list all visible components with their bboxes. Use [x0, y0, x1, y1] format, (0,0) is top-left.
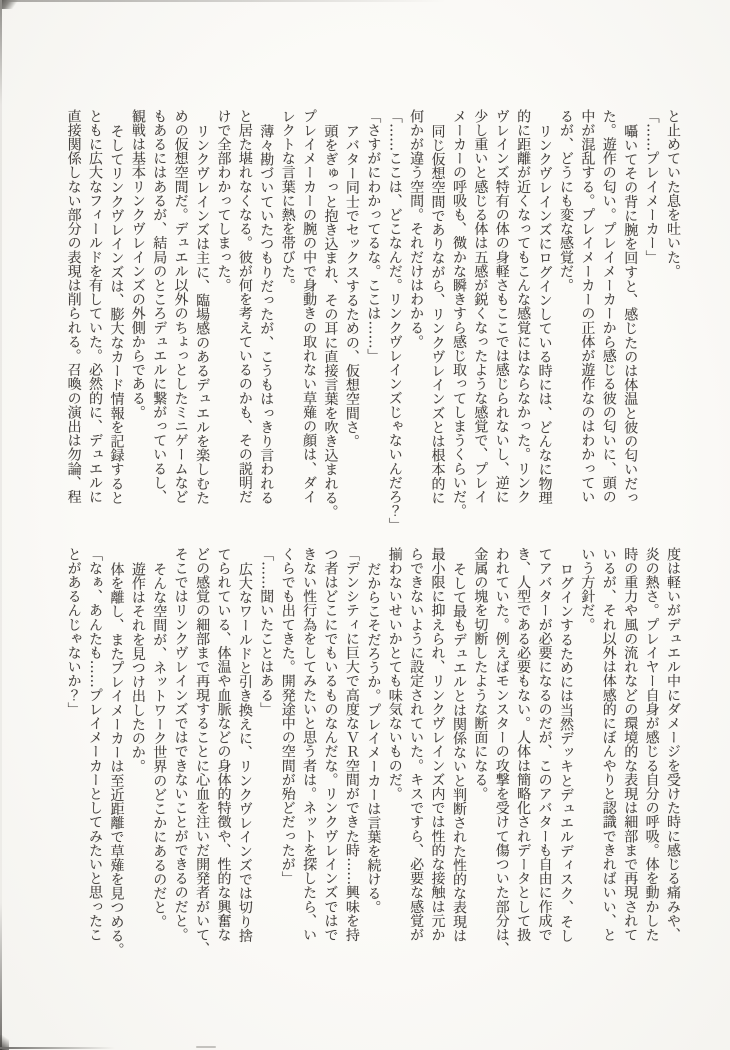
text-column: た。遊作の匂い。プレイメーカーから感じる彼の匂いに、頭の: [600, 109, 617, 504]
text-column: 最小限に抑えられ、リンクヴレインズ内では性的な接触は元か: [429, 547, 446, 942]
text-column: 中が混乱する。プレイメーカーの正体が遊作なのはわかってい: [579, 109, 596, 504]
text-column: いるが、それ以外は体感的にぼんやりと認識できればいい、と: [600, 547, 617, 942]
text-column: レクトな言葉に熱を帯びた。: [279, 109, 296, 293]
text-column: つ者はどこにでもいるものなんだな。リンクヴレインズではで: [322, 547, 339, 942]
text-column: リンクヴレインズは主に、臨場感のあるデュエルを楽しむた: [194, 123, 211, 505]
text-column: と居た堪れなくなる。彼が何を考えているのかも、その説明だ: [236, 109, 253, 504]
text-column: そんな空間が、ネットワーク世界のどこかにあるのだと。: [151, 561, 168, 929]
text-column: メーカーの呼吸も、微かな瞬きすら感じ取ってしまうくらいだ。: [450, 109, 467, 518]
text-column: そこではリンクヴレインズではできないことができるのだと。: [172, 547, 189, 942]
text-column: と止めていた息を吐いた。: [665, 109, 681, 279]
scan-edge-top: [0, 0, 470, 2]
text-column: 少し重いと感じる体は五感が鋭くなったような感覚で、プレイ: [472, 109, 489, 504]
text-column: 的に距離が近くなってもこんな感覚にはならなかった。リンク: [515, 109, 532, 504]
text-column: そして最もデュエルとは関係ないと判断された性的な表現は: [450, 561, 467, 943]
text-column: いう方針だ。: [579, 547, 596, 632]
text-column: 「……聞いたことはある」: [258, 547, 275, 717]
text-column: どの感覚の細部まで再現することに心血を注いだ開発者がいて、: [194, 547, 211, 956]
text-column: るが、どうにも変な感覚だ。: [557, 109, 574, 293]
text-column: 体を離し、またプレイメーカーは至近距離で草薙を見つめる。: [108, 561, 125, 957]
text-column: き、人型である必要もない。人体は簡略化されデータとして扱: [515, 547, 532, 942]
text-column: 広大なワールドと引き換えに、リンクヴレインズでは切り捨: [236, 561, 253, 943]
text-column: そしてリンクヴレインズは、膨大なカード情報を記録すると: [108, 123, 125, 505]
upper-text-block: [62, 109, 683, 532]
text-column: 薄々勘づいていたつもりだったが、こうもはっきり言われる: [258, 123, 275, 505]
scan-edge-left: [0, 0, 2, 1050]
text-column: 頭をぎゅっと抱き込まれ、その耳に直接言葉を吹き込まれる。: [322, 123, 339, 519]
text-column: けで全部わかってしまった。: [215, 109, 232, 293]
text-column: 「……プレイメーカー」: [643, 109, 660, 265]
text-column: 揃わないせいかとても味気ないものだ。: [386, 547, 403, 801]
text-column: 金属の塊を切断したような断面になる。: [472, 547, 489, 801]
text-column: 観戦は基本リンクヴレインズの外側からである。: [129, 109, 146, 420]
text-column: くらでも出てきた。開発途中の空間が殆どだったが」: [279, 547, 296, 886]
text-column: 炎の熱さ。プレイヤー自身が感じる自分の呼吸。体を動かした: [643, 547, 660, 942]
text-column: プレイメーカーの腕の中で身動きの取れない草薙の顔は、ダイ: [301, 109, 318, 504]
text-column: らできないように設定されていた。キスですら、必要な感覚が: [408, 547, 425, 942]
scan-edge-bottom: [0, 1047, 125, 1049]
scan-smudge: [196, 1046, 216, 1048]
text-column: アバター同士でセックスするための、仮想空間さ。: [343, 123, 360, 448]
text-column: 何かが違う空間。それだけはわかる。: [408, 109, 425, 349]
text-column: ヴレインズ特有の体の身軽さもここでは感じられないし、逆に: [493, 109, 510, 504]
text-column: だからこそだろうか。プレイメーカーは言葉を続ける。: [365, 561, 382, 914]
text-column: めの仮想空間だ。デュエル以外のちょっとしたミニゲームなど: [172, 109, 189, 504]
text-column: 「デンシティに巨大で高度なＶＲ空間ができた時……興味を持: [343, 547, 360, 942]
text-column: 時の重力や風の流れなどの環境的な表現は細部まで再現されて: [622, 547, 639, 942]
text-column: もあるにはあるが、結局のところデュエルに繋がっているし、: [151, 109, 168, 504]
text-column: てアバターが必要になるのだが、このアバターも自由に作成で: [536, 547, 553, 942]
lower-text-block: [62, 547, 683, 959]
text-column: リンクヴレインズにログインしている時には、どんなに物理: [536, 123, 553, 505]
text-column: とがあるんじゃないか？」: [65, 547, 82, 717]
text-column: 同じ仮想空間でありながら、リンクヴレインズとは根本的に: [429, 123, 446, 505]
text-column: 度は軽いがデュエル中にダメージを受けた時に感じる痛みや、: [665, 547, 681, 942]
text-column: てられている、体温や血脈などの身体的特徴や、性的な興奮な: [215, 547, 232, 942]
text-column: 直接関係しない部分の表現は削られる。召喚の演出は勿論、程: [65, 109, 82, 504]
text-column: 遊作はそれを見つけ出したのか。: [129, 561, 146, 773]
scan-artifact-top-left: [0, 0, 18, 9]
text-column: 「さすがにわかってるな。ここは……」: [365, 109, 382, 363]
text-column: 「……ここは、どこなんだ。リンクヴレインズじゃないんだろ？」: [386, 109, 403, 532]
text-column: 「なぁ、あんたも……プレイメーカーとしてみたいと思ったこ: [87, 547, 104, 942]
text-column: ログインするためには当然デッキとデュエルディスク、そし: [557, 561, 574, 943]
text-column: きない性行為をしてみたいと思う者は。ネットを探したら、い: [301, 547, 318, 942]
text-column: われていた。例えばモンスターの攻撃を受けて傷ついた部分は、: [493, 547, 510, 956]
text-column: ともに広大なフィールドを有していた。必然的に、デュエルに: [87, 109, 104, 504]
text-column: 囁いてその背に腕を回すと、感じたのは体温と彼の匂いだっ: [622, 123, 639, 505]
